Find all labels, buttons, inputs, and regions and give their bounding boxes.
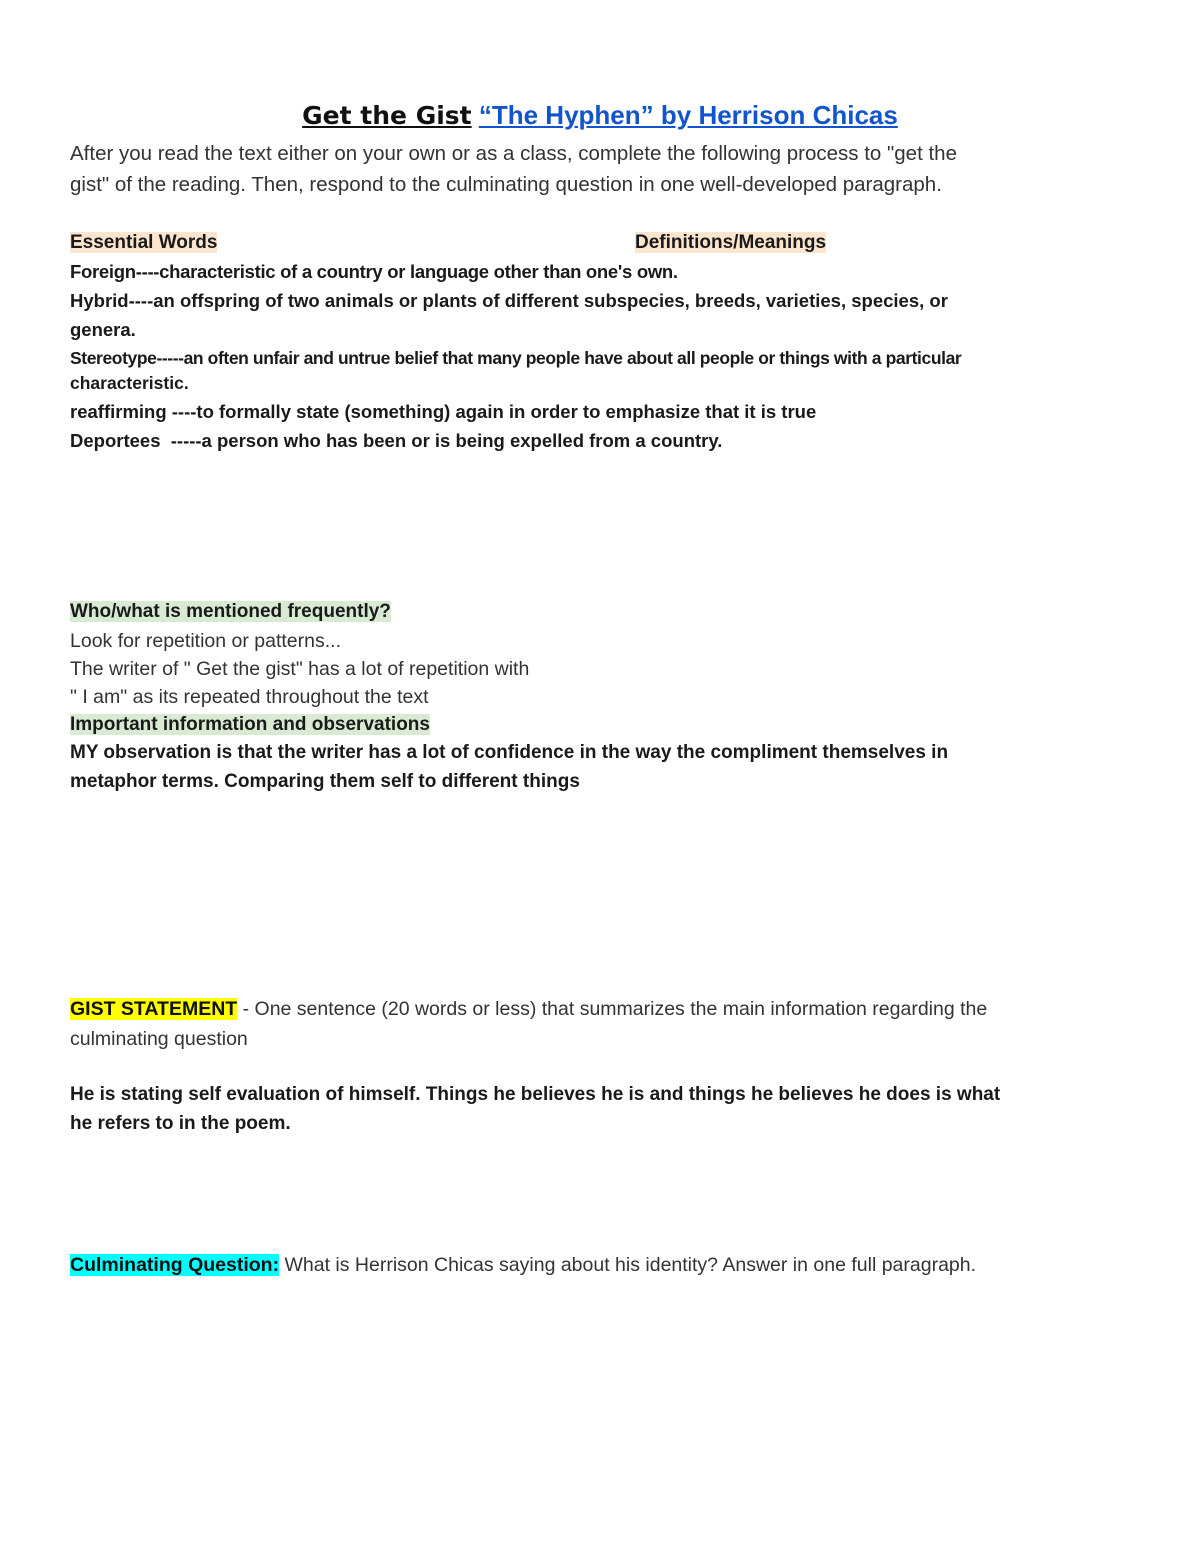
gist-statement-instructions-cont: culminating question [70, 1028, 248, 1050]
frequent-line-1: Look for repetition or patterns... [70, 630, 341, 652]
definitions-heading: Definitions/Meanings [635, 232, 827, 253]
observations-heading-text: Important information and observations [70, 714, 430, 735]
frequent-line-3: " I am" as its repeated throughout the text [70, 686, 429, 708]
intro-line-2: gist" of the reading. Then, respond to the culminating question in one well-developed paragraph. [70, 173, 942, 196]
observations-heading [70, 714, 430, 736]
title-main: Get the Gist [302, 101, 472, 130]
gist-answer-line-1: He is stating self evaluation of himself. Things he believes he is and things he believes he does is what [70, 1084, 1001, 1105]
intro-line-1: After you read the text either on your own or as a class, complete the following process to "get the [70, 142, 957, 165]
observation-line-2: metaphor terms. Comparing them self to different things [70, 771, 580, 792]
frequent-heading-text: Who/what is mentioned frequently? [70, 601, 391, 622]
culminating-question-text: What is Herrison Chicas saying about his identity? Answer in one full paragraph. [279, 1254, 977, 1276]
vocab-header-definitions [635, 232, 826, 254]
vocab-entry-stereotype-cont: characteristic. [70, 373, 189, 393]
gist-statement-label: GIST STATEMENT [70, 998, 238, 1020]
vocab-header-words [70, 232, 217, 254]
gist-answer-line-2: he refers to in the poem. [70, 1113, 291, 1134]
vocab-entry-foreign: Foreign----characteristic of a country or language other than one's own. [70, 261, 678, 282]
frequent-line-2: The writer of " Get the gist" has a lot of repetition with [70, 658, 530, 680]
observation-line-1: MY observation is that the writer has a lot of confidence in the way the compliment themselves in [70, 742, 949, 763]
vocab-entry-stereotype: Stereotype-----an often unfair and untrue belief that many people have about all people or things with a particular [70, 348, 962, 368]
vocab-entry-reaffirming: reaffirming ----to formally state (something) again in order to emphasize that it is true [70, 401, 817, 422]
title-text-reference: “The Hyphen” by Herrison Chicas [478, 100, 898, 130]
gist-statement-prompt [70, 998, 987, 1021]
vocab-entry-hybrid-cont: genera. [70, 319, 136, 340]
essential-words-heading: Essential Words [70, 232, 218, 253]
culminating-question [70, 1254, 976, 1277]
page-title [0, 100, 1200, 131]
culminating-question-label: Culminating Question: [70, 1254, 280, 1276]
vocab-entry-deportees: Deportees -----a person who has been or is being expelled from a country. [70, 430, 723, 451]
frequent-heading [70, 601, 391, 623]
gist-statement-instructions: - One sentence (20 words or less) that summarizes the main information regarding the [237, 998, 988, 1020]
vocab-entry-hybrid: Hybrid----an offspring of two animals or plants of different subspecies, breeds, varieties, species, or [70, 290, 948, 311]
